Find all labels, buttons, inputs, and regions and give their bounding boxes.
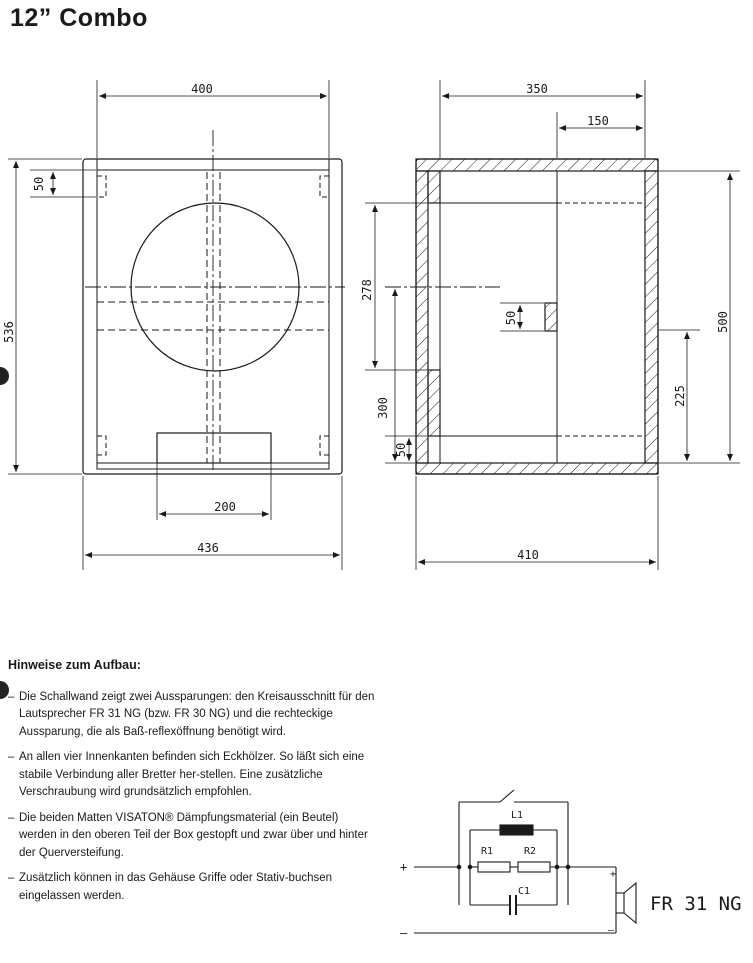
speaker-minus-label: – (608, 925, 615, 936)
dim-port-width: 200 (214, 500, 236, 514)
dim-brace-height: 278 (360, 279, 374, 301)
resistor-r2 (518, 862, 550, 872)
dim-bottom-block: 50 (394, 442, 408, 458)
note-text: Zusätzlich können in das Gehäuse Griffe oder Stativ-buchsen eingelassen werden. (19, 872, 333, 902)
dim-brace-block: 50 (504, 310, 518, 326)
dim-side-height-inner: 500 (716, 311, 730, 333)
bottom-corner-block (428, 370, 440, 436)
dim-front-width-outer: 436 (197, 541, 219, 555)
terminal-plus-label: + (400, 860, 408, 874)
r1-label: R1 (481, 846, 494, 857)
page-title: 12” Combo (10, 4, 148, 32)
l1-label: L1 (511, 810, 524, 821)
dim-side-depth-outer: 410 (517, 548, 539, 562)
dim-corner-block: 50 (32, 176, 46, 192)
terminal-minus-label: – (400, 926, 408, 940)
c1-label: C1 (518, 886, 531, 897)
speaker-symbol (616, 893, 624, 913)
dim-side-depth-inner: 350 (526, 82, 548, 96)
back-panel (645, 171, 658, 463)
front-view (83, 130, 345, 520)
resistor-r1 (478, 862, 510, 872)
bottom-panel (416, 463, 658, 474)
note-item: – An allen vier Innenkanten befinden sich Eckhölzer. So läßt sich eine stabile Verbindung aller Bretter her-stellen. Eine zusätzliche Verschraubung wird grundsätzlich empfohlen. (8, 751, 365, 798)
note-item: – Zusätzlich können in das Gehäuse Griffe oder Stativ-buchsen eingelassen werden. (8, 872, 333, 902)
top-panel (416, 159, 658, 171)
dim-front-width-inner: 400 (191, 82, 213, 96)
speaker-label: FR 31 NG (650, 893, 742, 915)
note-text: Die Schallwand zeigt zwei Aussparungen: den Kreisausschnitt für den Lautsprecher FR 31 NG (bzw. FR 30 NG) und die rechteckige Aussparung, die als Baß-reflexöffnung benötigt wird. (19, 690, 375, 738)
note-item: – Die beiden Matten VISATON® Dämpfungsmaterial (ein Beutel) werden in den oberen Teil der Box gestopft und zwar über und hinter der Querversteifung. (8, 811, 368, 859)
brace-section (545, 303, 557, 331)
side-outer-outline (416, 159, 658, 474)
top-corner-block (428, 171, 440, 203)
front-dimension-lines (8, 80, 342, 570)
notes-heading: Hinweise zum Aufbau: (8, 658, 141, 672)
dim-port-height: 225 (673, 385, 687, 407)
side-section-view (385, 159, 658, 474)
r2-label: R2 (524, 846, 537, 857)
dim-side-baffle-offset: 150 (587, 114, 609, 128)
assembly-notes (8, 657, 378, 913)
note-text: Die beiden Matten VISATON® Dämpfungsmaterial (ein Beutel) werden in den oberen Teil der Box gestopft und zwar über und hinter der Querversteifung. (19, 811, 368, 859)
speaker-plus-label: + (610, 869, 617, 880)
dim-brace-lower: 300 (376, 397, 390, 419)
note-item: – Die Schallwand zeigt zwei Aussparungen: den Kreisausschnitt für den Lautsprecher FR 31 NG (bzw. FR 30 NG) und die rechteckige Aussparung, die als Baß-reflexöffnung benötigt wird. (8, 690, 375, 738)
switch (500, 790, 514, 802)
baffle-panel (416, 171, 428, 463)
note-text: An allen vier Innenkanten befinden sich Eckhölzer. So läßt sich eine stabile Verbindung aller Bretter her-stellen. Eine zusätzliche Verschraubung wird grundsätzlich empfohlen. (19, 751, 365, 798)
front-outer-outline (83, 159, 342, 474)
inductor-l1 (500, 825, 533, 835)
dim-front-height: 536 (2, 321, 16, 343)
bass-port-cutout (157, 433, 271, 463)
crossover-circuit (414, 790, 636, 933)
